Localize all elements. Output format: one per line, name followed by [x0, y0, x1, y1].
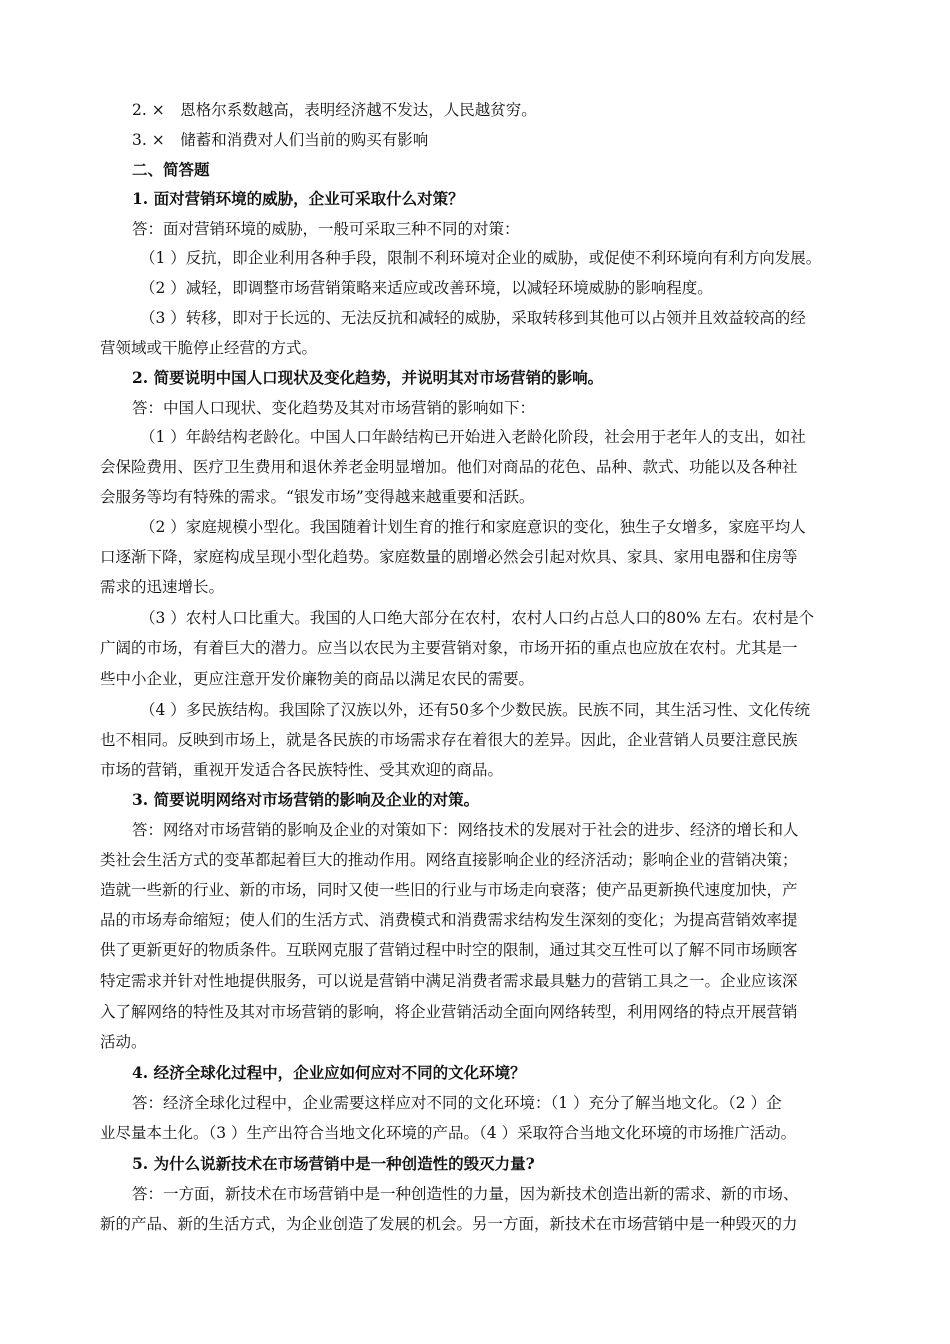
answer-line: 口逐渐下降，家庭构成呈现小型化趋势。家庭数量的剧增必然会引起对炊具、家具、家用电器和住房等 [100, 548, 798, 566]
question-3: 3. 简要说明网络对市场营销的影响及企业的对策。 [132, 790, 480, 809]
answer-line: 些中小企业，更应注意开发价廉物美的商品以满足农民的需要。 [100, 670, 535, 688]
answer-line: 营领域或干脆停止经营的方式。 [100, 339, 318, 357]
answer-line: 市场的营销，重视开发适合各民族特性、受其欢迎的商品。 [100, 761, 504, 779]
answer-line: （2 ）减轻，即调整市场营销策略来适应或改善环境，以减轻环境威胁的影响程度。 [140, 279, 713, 297]
section-heading: 二、简答题 [132, 160, 210, 179]
answer-line: 答：面对营销环境的威胁，一般可采取三种不同的对策： [132, 220, 520, 238]
answer-line: 答：一方面，新技术在市场营销中是一种创造性的力量，因为新技术创造出新的需求、新的市场、 [132, 1185, 799, 1203]
judgment-item-2: 2. × 恩格尔系数越高，表明经济越不发达，人民越贫穷。 [132, 101, 537, 119]
answer-line: 广阔的市场，有着巨大的潜力。应当以农民为主要营销对象，市场开拓的重点也应放在农村。尤其是一 [100, 639, 798, 657]
answer-line: 活动。 [100, 1033, 147, 1051]
judgment-item-3: 3. × 储蓄和消费对人们当前的购买有影响 [132, 131, 429, 149]
answer-line: 答：中国人口现状、变化趋势及其对市场营销的影响如下： [132, 399, 536, 417]
answer-line: 特定需求并针对性地提供服务，可以说是营销中满足消费者需求最具魅力的营销工具之一。企业应该深 [100, 972, 798, 990]
answer-line: （2 ）家庭规模小型化。我国随着计划生育的推行和家庭意识的变化，独生子女增多，家庭平均人 [140, 518, 806, 536]
answer-line: （1 ）年龄结构老龄化。中国人口年龄结构已开始进入老龄化阶段，社会用于老年人的支出，如社 [140, 428, 806, 446]
question-2: 2. 简要说明中国人口现状及变化趋势，并说明其对市场营销的影响。 [132, 368, 604, 387]
answer-line: 会服务等均有特殊的需求。“银发市场”变得越来越重要和活跃。 [100, 488, 535, 506]
answer-line: 入了解网络的特性及其对市场营销的影响，将企业营销活动全面向网络转型，利用网络的特点开展营销 [100, 1003, 798, 1021]
answer-line: 需求的迅速增长。 [100, 578, 225, 596]
answer-line: 答：经济全球化过程中，企业需要这样应对不同的文化环境：（1 ）充分了解当地文化。（2 ）企 [132, 1094, 782, 1112]
answer-line: 答：网络对市场营销的影响及企业的对策如下：网络技术的发展对于社会的进步、经济的增长和人 [132, 821, 799, 839]
answer-line: 也不相同。反映到市场上，就是各民族的市场需求存在着很大的差异。因此，企业营销人员要注意民族 [100, 731, 798, 749]
answer-line: （3 ）农村人口比重大。我国的人口绝大部分在农村，农村人口约占总人口的80% 左右。农村是个 [140, 609, 815, 627]
answer-line: 新的产品、新的生活方式，为企业创造了发展的机会。另一方面，新技术在市场营销中是一种毁灭的力 [100, 1215, 798, 1233]
answer-line: 业尽量本土化。（3 ）生产出符合当地文化环境的产品。（4 ）采取符合当地文化环境的市场推广活动。 [100, 1124, 797, 1142]
question-1: 1. 面对营销环境的威胁，企业可采取什么对策？ [132, 189, 464, 208]
question-5: 5. 为什么说新技术在市场营销中是一种创造性的毁灭力量? [132, 1154, 535, 1173]
answer-line: 品的市场寿命缩短；使人们的生活方式、消费模式和消费需求结构发生深刻的变化；为提高营销效率提 [100, 911, 798, 929]
answer-line: 会保险费用、医疗卫生费用和退休养老金明显增加。他们对商品的花色、品种、款式、功能以及各种社 [100, 458, 798, 476]
question-4: 4. 经济全球化过程中，企业应如何应对不同的文化环境？ [132, 1063, 526, 1082]
answer-line: 类社会生活方式的变革都起着巨大的推动作用。网络直接影响企业的经济活动；影响企业的营销决策； [100, 851, 798, 869]
answer-line: 造就一些新的行业、新的市场，同时又使一些旧的行业与市场走向衰落；使产品更新换代速度加快，产 [100, 881, 798, 899]
answer-line: （4 ）多民族结构。我国除了汉族以外，还有50多个少数民族。民族不同，其生活习性、文化传统 [140, 701, 811, 719]
answer-line: 供了更新更好的物质条件。互联网克服了营销过程中时空的限制，通过其交互性可以了解不同市场顾客 [100, 941, 798, 959]
answer-line: （3 ）转移，即对于长远的、无法反抗和减轻的威胁，采取转移到其他可以占领并且效益较高的经 [140, 309, 806, 327]
answer-line: （1 ）反抗，即企业利用各种手段，限制不利环境对企业的威胁，或促使不利环境向有利方向发展。 [140, 249, 822, 267]
